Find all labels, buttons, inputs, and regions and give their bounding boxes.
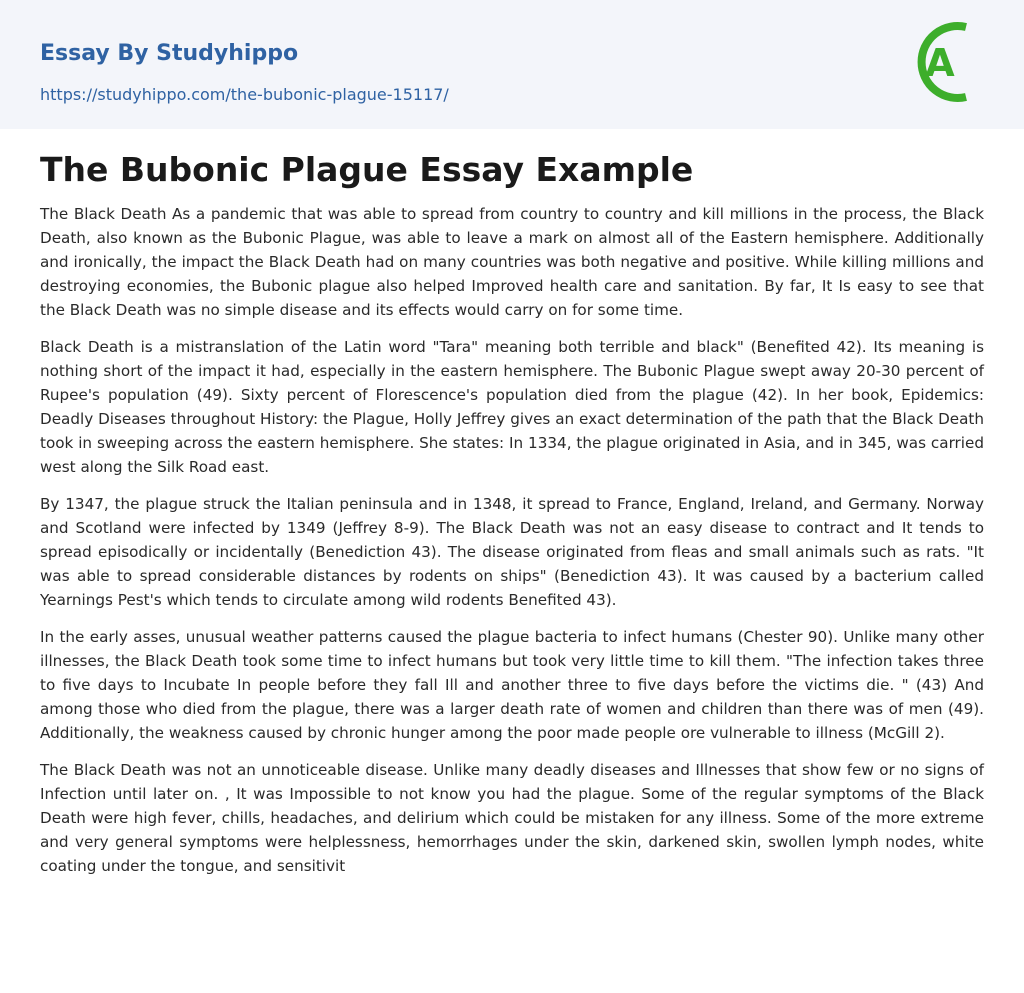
- article-content: [0, 129, 1024, 878]
- article-paragraph-4: In the early asses, unusual weather patterns caused the plague bacteria to infect humans (Chester 90). Unlike many other illnesses, the Black Death took some time to infect humans but took very little time to kill them. "The infection takes three to five days to Incubate In people before they fall Ill and another three to five days before the victims die. " (43) And among those who died from the plague, there was a larger death rate of women and children than there was of men (49). Additionally, the weakness caused by chronic hunger among the poor made people ore vulnerable to illness (McGill 2).: [40, 628, 984, 742]
- page-title: The Bubonic Plague Essay Example: [40, 150, 694, 189]
- studyhippo-logo-icon[interactable]: [910, 19, 986, 105]
- site-brand[interactable]: Essay By Studyhippo: [40, 41, 299, 66]
- article-paragraph-5: The Black Death was not an unnoticeable disease. Unlike many deadly diseases and Illnesses that show few or no signs of Infection until later on. , It was Impossible to not know you had the plague. Some of the regular symptoms of the Black Death were high fever, chills, headaches, and delirium which could be mistaken for any illness. Some of the more extreme and very general symptoms were helplessness, hemorrhages under the skin, darkened skin, swollen lymph nodes, white coating under the tongue, and sensitivit: [40, 761, 984, 875]
- article-paragraph-2: Black Death is a mistranslation of the Latin word "Tara" meaning both terrible and black" (Benefited 42). Its meaning is nothing short of the impact it had, especially in the eastern hemisphere. The Bubonic Plague swept away 20-30 percent of Rupee's population (49). Sixty percent of Florescence's population died from the plague (42). In her book, Epidemics: Deadly Diseases throughout History: the Plague, Holly Jeffrey gives an exact determination of the path that the Black Death took in sweeping across the eastern hemisphere. She states: In 1334, the plague originated in Asia, and in 345, was carried west along the Silk Road east.: [40, 338, 984, 476]
- essay-url-link[interactable]: https://studyhippo.com/the-bubonic-plague-15117/: [40, 85, 449, 104]
- article-paragraph-1: The Black Death As a pandemic that was able to spread from country to country and kill millions in the process, the Black Death, also known as the Bubonic Plague, was able to leave a mark on almost all of the Eastern hemisphere. Additionally and ironically, the impact the Black Death had on many countries was both negative and positive. While killing millions and destroying economies, the Bubonic plague also helped Improved health care and sanitation. By far, It Is easy to see that the Black Death was no simple disease and its effects would carry on for some time.: [40, 205, 984, 319]
- article-paragraph-3: By 1347, the plague struck the Italian peninsula and in 1348, it spread to France, England, Ireland, and Germany. Norway and Scotland were infected by 1349 (Jeffrey 8-9). The Black Death was not an easy disease to contract and It tends to spread episodically or incidentally (Benediction 43). The disease originated from fleas and small animals such as rats. "It was able to spread considerable distances by rodents on ships" (Benediction 43). It was caused by a bacterium called Yearnings Pest's which tends to circulate among wild rodents Benefited 43).: [40, 495, 984, 609]
- site-header: [0, 0, 1024, 129]
- logo-letter: A: [925, 41, 955, 85]
